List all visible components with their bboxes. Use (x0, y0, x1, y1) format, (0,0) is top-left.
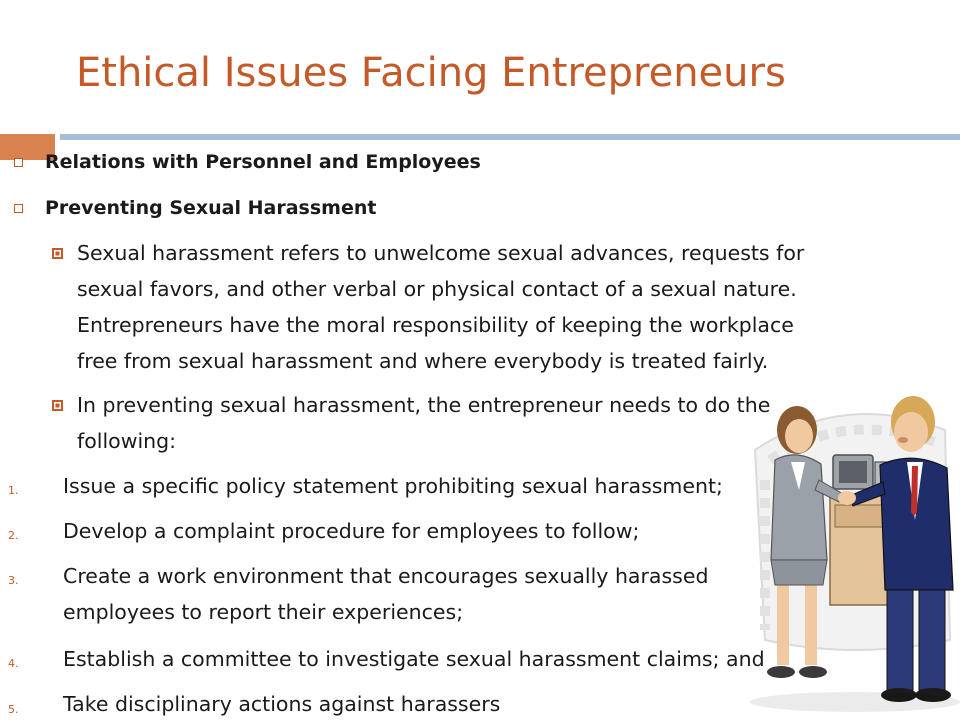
numbered-item-text: employees to report their experiences; (63, 600, 464, 624)
slide-title: Ethical Issues Facing Entrepreneurs (76, 50, 786, 96)
list-number: 4. (8, 657, 19, 670)
numbered-item-text: Establish a committee to investigate sexual harassment claims; and (63, 647, 765, 671)
numbered-item-text: Take disciplinary actions against harassers (63, 692, 501, 716)
numbered-item-text: Issue a specific policy statement prohibiting sexual harassment; (63, 474, 723, 498)
sub-bullet-line: In preventing sexual harassment, the entrepreneur needs to do the (77, 393, 771, 417)
numbered-item-text: Develop a complaint procedure for employees to follow; (63, 519, 640, 543)
sub-bullet-line: free from sexual harassment and where everybody is treated fairly. (77, 349, 769, 373)
list-number: 3. (8, 574, 19, 587)
bullet-text: Preventing Sexual Harassment (45, 197, 377, 219)
numbered-item-text: Create a work environment that encourages sexually harassed (63, 564, 709, 588)
sub-bullet-line: Sexual harassment refers to unwelcome sexual advances, requests for (77, 241, 805, 265)
business-handshake-clipart-icon (735, 390, 960, 720)
filled-square-bullet-icon (52, 400, 63, 411)
list-number: 1. (8, 484, 19, 497)
hollow-square-bullet-icon (14, 158, 23, 167)
sub-bullet-line: following: (77, 429, 177, 453)
filled-square-bullet-icon (52, 248, 63, 259)
bullet-text: Relations with Personnel and Employees (45, 151, 481, 173)
hollow-square-bullet-icon (14, 204, 23, 213)
sub-bullet-line: sexual favors, and other verbal or physical contact of a sexual nature. (77, 277, 797, 301)
list-number: 2. (8, 529, 19, 542)
list-number: 5. (8, 703, 19, 716)
sub-bullet-line: Entrepreneurs have the moral responsibility of keeping the workplace (77, 313, 794, 337)
